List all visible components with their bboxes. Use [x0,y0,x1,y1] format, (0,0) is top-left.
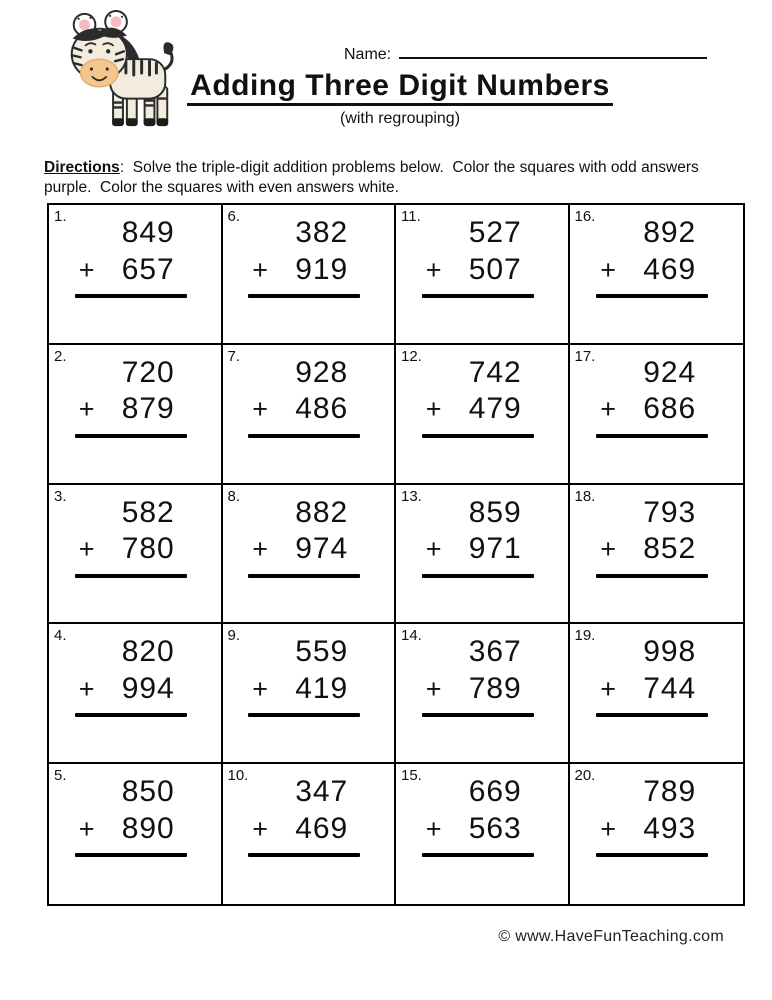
addend-bottom: 493 [643,811,697,845]
problem-cell [396,624,570,764]
plus-sign: + [600,673,618,704]
answer-line [75,853,187,857]
problem-number: 7. [227,347,241,365]
addend-top: 382 [295,216,349,249]
addend-bottom-row [600,392,700,427]
problem-cell [396,205,570,345]
addend-top: 582 [121,495,175,529]
addend-bottom: 852 [643,532,697,566]
addend-top: 347 [295,775,349,809]
addition-problem [600,356,700,438]
addend-bottom: 780 [121,532,175,566]
addend-top: 793 [643,495,697,529]
problem-cell [570,624,744,764]
plus-sign: + [78,534,96,565]
addition-problem [79,216,179,298]
addend-bottom-row [600,253,700,288]
problem-number: 4. [54,627,67,645]
name-label: Name: [344,46,392,63]
addend-bottom-row [79,532,179,567]
addition-problem [600,635,700,717]
problem-number: 16. [574,208,596,225]
addend-bottom: 657 [121,252,175,286]
answer-line [596,434,708,438]
problem-cell [49,345,223,485]
addend-bottom: 469 [643,252,697,286]
answer-line [422,434,534,438]
problem-number: 14. [401,627,422,645]
addend-bottom: 994 [121,671,175,705]
addend-bottom: 486 [295,392,349,426]
addend-bottom-row [79,812,179,847]
addend-top: 367 [468,635,522,669]
plus-sign: + [78,394,96,425]
answer-line [596,294,708,298]
problem-number: 20. [574,767,596,785]
problem-cell [49,205,223,345]
addition-problem [426,775,526,857]
directions-text [44,158,736,199]
addend-bottom: 971 [468,532,522,566]
answer-line [248,713,360,717]
plus-sign: + [78,813,96,844]
problem-cell [396,345,570,485]
answer-line [248,434,360,438]
plus-sign: + [252,254,270,285]
addition-problem [252,496,352,578]
problem-cell [223,624,397,764]
addend-bottom: 890 [121,811,175,845]
addend-bottom-row [426,253,526,288]
answer-line [422,713,534,717]
problem-cell [570,345,744,485]
addend-top: 998 [643,635,697,669]
problem-number: 6. [227,208,241,225]
addend-top: 720 [121,355,175,389]
addend-bottom: 879 [121,392,175,426]
addition-problem [252,356,352,438]
addend-top: 527 [468,216,522,249]
addition-problem [79,496,179,578]
answer-line [596,713,708,717]
addend-bottom-row [252,532,352,567]
addition-problem [79,775,179,857]
addition-problem [252,775,352,857]
addend-bottom: 479 [468,392,522,426]
addend-bottom-row [600,812,700,847]
problem-number: 3. [54,487,67,505]
problem-cell [49,624,223,764]
problem-number: 8. [227,487,241,505]
problem-number: 10. [227,767,249,785]
copyright-footer: © www.HaveFunTeaching.com [498,928,724,945]
problem-number: 1. [54,208,67,225]
answer-line [596,853,708,857]
directions-body: : Solve the triple-digit addition problems below. Color the squares with odd answers purple. Color the squares with even answers white. [44,158,704,196]
plus-sign: + [600,534,618,565]
plus-sign: + [252,673,270,704]
addend-top: 892 [643,216,697,249]
answer-line [75,294,187,298]
problem-cell [223,345,397,485]
addend-bottom: 789 [468,671,522,705]
title-block [165,70,635,128]
addition-problem [426,216,526,298]
answer-line [75,574,187,578]
answer-line [248,294,360,298]
addend-bottom: 686 [643,392,697,426]
plus-sign: + [425,534,443,565]
addend-top: 849 [121,216,175,249]
answer-line [422,294,534,298]
plus-sign: + [600,394,618,425]
addend-bottom-row [79,253,179,288]
addend-bottom: 744 [643,671,697,705]
answer-line [596,574,708,578]
addend-bottom-row [600,532,700,567]
addend-bottom: 974 [295,532,349,566]
page-subtitle: (with regrouping) [339,109,461,127]
problem-cell [223,205,397,345]
addend-bottom-row [252,253,352,288]
addend-top: 742 [468,355,522,389]
plus-sign: + [252,813,270,844]
addend-bottom-row [426,532,526,567]
plus-sign: + [252,534,270,565]
problem-number: 18. [574,487,596,505]
answer-line [248,853,360,857]
plus-sign: + [425,254,443,285]
addend-top: 928 [295,355,349,389]
plus-sign: + [252,394,270,425]
problem-cell [49,764,223,904]
name-row [344,44,707,64]
problem-cell [223,764,397,904]
addend-top: 859 [468,495,522,529]
addition-problem [252,635,352,717]
addend-bottom: 919 [295,252,349,286]
addend-bottom-row [252,672,352,707]
problem-number: 12. [401,347,422,365]
answer-line [422,853,534,857]
plus-sign: + [425,394,443,425]
addend-bottom-row [426,672,526,707]
addend-top: 850 [121,775,175,809]
answer-line [75,434,187,438]
problem-cell [223,485,397,625]
problem-number: 11. [401,208,421,225]
plus-sign: + [78,254,96,285]
problem-number: 17. [574,347,596,365]
addition-problem [426,356,526,438]
plus-sign: + [78,673,96,704]
plus-sign: + [425,813,443,844]
plus-sign: + [425,673,443,704]
problem-number: 5. [54,767,67,785]
addend-bottom-row [252,812,352,847]
problem-number: 13. [401,487,422,505]
addend-top: 882 [295,495,349,529]
addition-problem [426,635,526,717]
addition-problem [79,356,179,438]
problem-number: 15. [401,767,422,785]
addition-problem [252,216,352,298]
problem-cell [396,764,570,904]
problem-number: 19. [574,627,596,645]
problems-grid [47,203,745,906]
addend-bottom-row [426,812,526,847]
addend-bottom: 469 [295,811,349,845]
page-title: Adding Three Digit Numbers [187,70,613,106]
problem-cell [570,485,744,625]
addition-problem [600,496,700,578]
problem-cell [570,205,744,345]
addend-bottom: 419 [295,671,349,705]
addend-top: 924 [643,355,697,389]
addend-top: 820 [121,635,175,669]
addend-top: 669 [468,775,522,809]
addend-bottom-row [600,672,700,707]
addend-bottom-row [252,392,352,427]
directions-label: Directions [44,158,120,176]
addend-bottom: 507 [468,252,522,286]
addition-problem [600,775,700,857]
problem-number: 2. [54,347,67,365]
name-blank-line [399,44,707,59]
answer-line [248,574,360,578]
answer-line [75,713,187,717]
addition-problem [426,496,526,578]
addend-bottom-row [426,392,526,427]
plus-sign: + [600,254,618,285]
problem-cell [396,485,570,625]
problem-cell [570,764,744,904]
problem-cell [49,485,223,625]
problem-number: 9. [227,627,241,645]
addend-bottom-row [79,392,179,427]
addition-problem [79,635,179,717]
addition-problem [600,216,700,298]
addend-top: 789 [643,775,697,809]
answer-line [422,574,534,578]
addend-top: 559 [295,635,349,669]
plus-sign: + [600,813,618,844]
addend-bottom: 563 [468,811,522,845]
addend-bottom-row [79,672,179,707]
